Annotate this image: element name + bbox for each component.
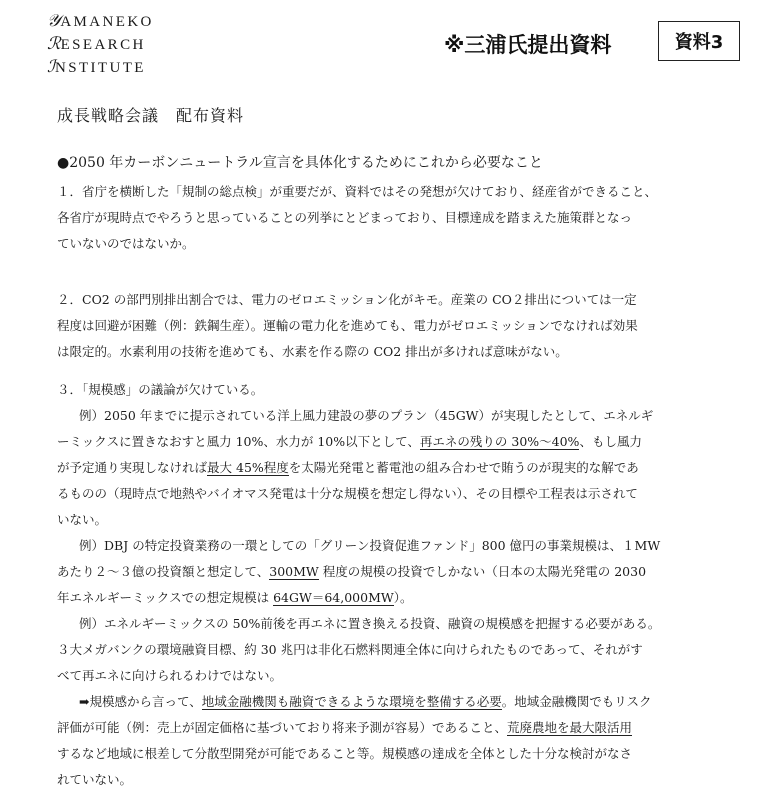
org-logo-line1: 𝒴AMANEKO bbox=[47, 11, 154, 30]
p3-conclusion-line4: れていない。 bbox=[57, 772, 133, 787]
underline-farmland: 荒廃農地を最大限活用 bbox=[507, 720, 633, 735]
p1-line1: １．省庁を横断した「規制の総点検」が重要だが、資料ではその発想が欠けており、経産省ができること、 bbox=[57, 184, 658, 199]
p3-conclusion-line2: 評価が可能（例：売上が固定価格に基づいており将来予測が容易）であること、荒廃農地を最大限活用 bbox=[57, 720, 633, 735]
p3-conclusion-line3: するなど地域に根差して分散型開発が可能であること等。規模感の達成を全体とした十分な検討がなさ bbox=[57, 746, 633, 761]
p3-ex2-line3: 年エネルギーミックスでの想定規模は 64GW＝64,000MW）。 bbox=[57, 590, 413, 605]
p3-conclusion-line1: ➡規模感から言って、地域金融機関も融資できるような環境を整備する必要。地域金融機関でもリスク bbox=[79, 694, 652, 709]
p3-ex1-line3: が予定通り実現しなければ最大 45%程度を太陽光発電と蓄電池の組み合わせで賄うのが現実的な解であ bbox=[57, 460, 639, 475]
p3-ex2-line1: 例）DBJ の特定投資業務の一環としての「グリーン投資促進ファンド」800 億円の事業規模は、１MW bbox=[79, 538, 661, 553]
doc-number-badge: 資料3 bbox=[658, 21, 740, 61]
org-logo bbox=[47, 10, 154, 79]
underline-max-share: 最大 45%程度 bbox=[207, 460, 289, 475]
underline-regional-finance: 地域金融機関も融資できるような環境を整備する必要 bbox=[201, 694, 502, 709]
p2-line3: は限定的。水素利用の技術を進めても、水素を作る際の CO2 排出が多ければ意味がない。 bbox=[57, 344, 568, 359]
p3-heading: ３．「規模感」の議論が欠けている。 bbox=[57, 382, 264, 397]
p2-line1: ２．CO2 の部門別排出割合では、電力のゼロエミッション化がキモ。産業の CO２排出については一定 bbox=[57, 292, 637, 307]
p3-ex3-line3: べて再エネに向けられるわけではない。 bbox=[57, 668, 283, 683]
p3-ex3-line1: 例）エネルギーミックスの 50%前後を再エネに置き換える投資、融資の規模感を把握する必要がある。 bbox=[79, 616, 661, 631]
meeting-title: 成長戦略会議 配布資料 bbox=[57, 106, 245, 125]
section-heading: ●2050 年カーボンニュートラル宣言を具体化するためにこれから必要なこと bbox=[57, 155, 543, 171]
underline-300mw: 300MW bbox=[269, 564, 319, 579]
underline-64gw: 64GW＝64,000MW bbox=[273, 590, 394, 605]
p3-ex1-line1: 例）2050 年までに提示されている洋上風力建設の夢のプラン（45GW）が実現したとして、エネルギ bbox=[79, 408, 654, 423]
p2-line2: 程度は回避が困難（例：鉄鋼生産）。運輸の電力化を進めても、電力がゼロエミッションでなければ効果 bbox=[57, 318, 638, 333]
org-logo-line2: ℛESEARCH bbox=[47, 34, 146, 53]
p3-ex3-line2: ３大メガバンクの環境融資目標、約 30 兆円は非化石燃料関連全体に向けられたものであって、それがす bbox=[57, 642, 643, 657]
presenter-label: ※三浦氏提出資料 bbox=[444, 33, 612, 57]
org-logo-line3: ℐNSTITUTE bbox=[47, 57, 146, 76]
p3-ex1-line2: ーミックスに置きなおすと風力 10%、水力が 10%以下として、再エネの残りの 30%〜40%、もし風力 bbox=[57, 434, 642, 449]
p3-ex2-line2: あたり２〜３億の投資額と想定して、300MW 程度の規模の投資でしかない（日本の太陽光発電の 2030 bbox=[57, 564, 647, 579]
underline-renewables-share: 再エネの残りの 30%〜40% bbox=[419, 434, 580, 449]
p3-ex1-line5: いない。 bbox=[57, 512, 108, 527]
p3-ex1-line4: るものの（現時点で地熱やバイオマス発電は十分な規模を想定し得ない）、その目標や工程表は示されて bbox=[57, 486, 638, 501]
p1-line2: 各省庁が現時点でやろうと思っていることの列挙にとどまっており、目標達成を踏まえた施策群となっ bbox=[57, 210, 633, 225]
p1-line3: ていないのではないか。 bbox=[57, 236, 195, 251]
